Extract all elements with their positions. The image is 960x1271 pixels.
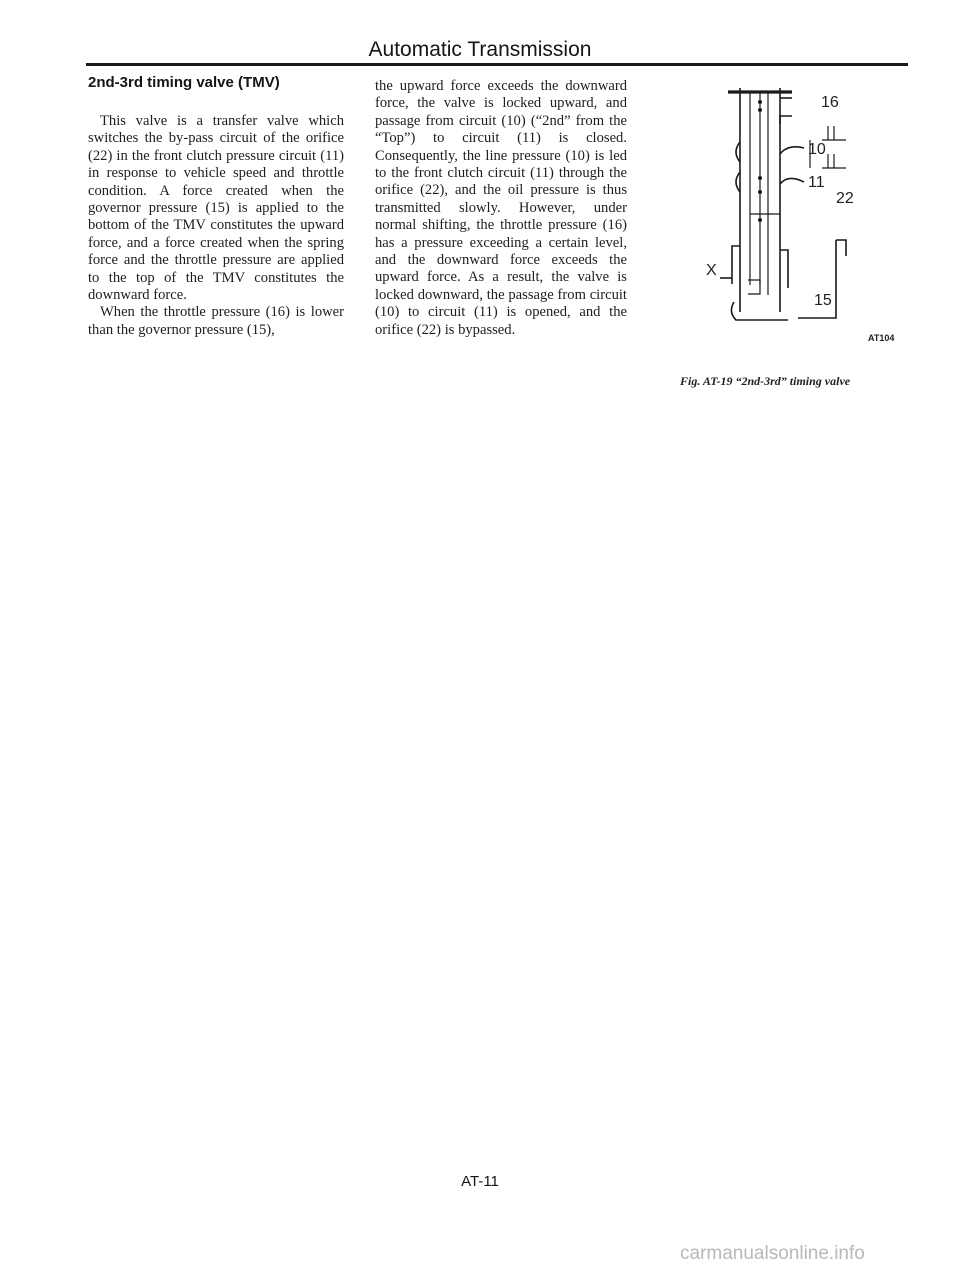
page-number: AT-11 xyxy=(461,1173,499,1190)
valve-schematic xyxy=(688,80,918,350)
port-10-line xyxy=(780,147,804,154)
left-paragraph-2: When the throttle pressure (16) is lower than the governor pressure (15), xyxy=(88,304,344,338)
port-x-stub xyxy=(732,246,740,284)
label-15: 15 xyxy=(814,292,832,309)
left-paragraph-1: This valve is a transfer valve which switches the by-pass circuit of the orifice (22) in the front clutch pressure circuit (11) in response to vehicle speed and throttle condition. A force created when the governor pressure (15) is applied to the bottom of the TMV constitutes the upward force, and a force created when the spring force and the throttle pressure are applied to the top of the TMV constitutes the downward force. xyxy=(88,113,344,304)
figure-caption: Fig. AT-19 “2nd-3rd” timing valve xyxy=(680,374,851,388)
header-rule xyxy=(86,63,908,66)
section-heading: 2nd-3rd timing valve (TMV) xyxy=(88,74,280,91)
middle-paragraph-1: the upward force exceeds the downward force, the valve is locked upward, and passage from circuit (10) (“2nd” from the “Top”) to circuit (11) is closed. Consequently, the line pressure (10) is led to the front clutch circuit (11) through the orifice (22), and the oil pressure is thus transmitted slowly. However, under normal shifting, the throttle pressure (16) has a pressure exceeding a certain level, and the downward force exceeds the upward force. As a result, the valve is locked downward, the passage from circuit (10) to circuit (11) is opened, and the orifice (22) is bypassed. xyxy=(375,78,627,338)
figure-code: AT104 xyxy=(868,333,895,343)
port-11-line xyxy=(780,178,804,184)
port-15-top-corner xyxy=(836,240,846,256)
label-x: X xyxy=(706,262,717,279)
timing-valve-diagram xyxy=(688,80,918,350)
land-step-upper xyxy=(780,116,792,124)
watermark: carmanualsonline.info xyxy=(680,1243,865,1264)
label-16: 16 xyxy=(821,94,839,111)
port-15-stub-left xyxy=(780,250,788,288)
label-22: 22 xyxy=(836,190,854,207)
label-10: 10 xyxy=(808,141,826,158)
middle-text-column xyxy=(375,78,627,339)
orifice-top xyxy=(822,126,846,140)
label-11: 11 xyxy=(808,174,825,191)
page-header-title: Automatic Transmission xyxy=(368,38,592,61)
left-text-column xyxy=(88,113,344,339)
